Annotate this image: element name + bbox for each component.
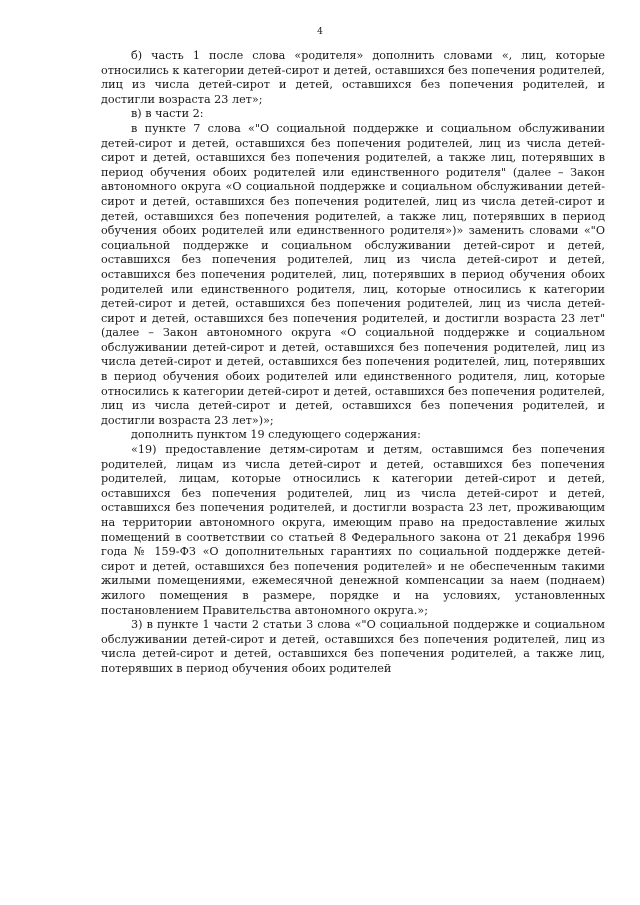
paragraph-amendment-b: б) часть 1 после слова «родителя» дополнить словами «, лиц, которые относились к категории детей-сирот и детей, оставшихся без попечения родителей, лиц из числа детей-сирот и детей, оставшихся без попечения родителей, и достигли возраста 23 лет»; — [101, 49, 605, 106]
page-number: 4 — [317, 27, 323, 37]
paragraph-amendment-3: 3) в пункте 1 части 2 статьи 3 слова «"О социальной поддержке и социальном обслуживании детей-сирот и детей, оставшихся без попечения родителей, лиц из числа детей-сирот и детей, оставшихся без попечения родителей, а также лиц, потерявших в период обучения обоих родителей — [101, 618, 605, 675]
paragraph-amendment-v: в) в части 2: — [131, 107, 204, 121]
paragraph-point-19-text: «19) предоставление детям-сиротам и детям, оставшимся без попечения родителей, лицам из числа детей-сирот и детей, оставшихся без попечения родителей, лицам, которые относились к категории детей-сирот и детей, оставшихся без попечения родителей, лиц из числа детей-сирот и детей, оставшихся без попечения родителей, и достигли возраста 23 лет, проживающим на территории автономного округа, имеющим право на предоставление жилых помещений в соответствии со статьей 8 Федерального закона от 21 декабря 1996 года № 159-ФЗ «О дополнительных гарантиях по социальной поддержке детей-сирот и детей, оставшихся без попечения родителей» и не обеспеченным такими жилыми помещениями, ежемесячной денежной компенсации за наем (поднаем) жилого помещения в размере, порядке и на условиях, установленных постановлением Правительства автономного округа.»; — [101, 443, 605, 617]
paragraph-point-7: в пункте 7 слова «"О социальной поддержке и социальном обслуживании детей-сирот и детей, оставшихся без попечения родителей, лиц из числа детей-сирот и детей, оставшихся без попечения родителей, а также лиц, потерявших в период обучения обоих родителей или единственного родителя" (далее – Закон автономного округа «О социальной поддержке и социальном обслуживании детей-сирот и детей, оставшихся без попечения родителей, лиц из числа детей-сирот и детей, оставшихся без попечения родителей, а также лиц, потерявших в период обучения обоих родителей или единственного родителя»)» заменить словами «"О социальной поддержке и социальном обслуживании детей-сирот и детей, оставшихся без попечения родителей, лиц из числа детей-сирот и детей, оставшихся без попечения родителей, лиц, потерявших в период обучения обоих родителей или единственного родителя, лиц, которые относились к категории детей-сирот и детей, оставшихся без попечения родителей, лиц из числа детей-сирот и детей, оставшихся без попечения родителей, и достигли возраста 23 лет" (далее – Закон автономного округа «О социальной поддержке и социальном обслуживании детей-сирот и детей, оставшихся без попечения родителей, лиц из числа детей-сирот и детей, оставшихся без попечения родителей, лиц, потерявших в период обучения обоих родителей или единственного родителя, лиц, которые относились к категории детей-сирот и детей, оставшихся без попечения родителей, лиц из числа детей-сирот и детей, оставшихся без попечения родителей, и достигли возраста 23 лет»)»; — [101, 121, 605, 427]
document-body — [101, 49, 605, 677]
paragraph-add-point-19: дополнить пунктом 19 следующего содержания: — [131, 428, 421, 442]
